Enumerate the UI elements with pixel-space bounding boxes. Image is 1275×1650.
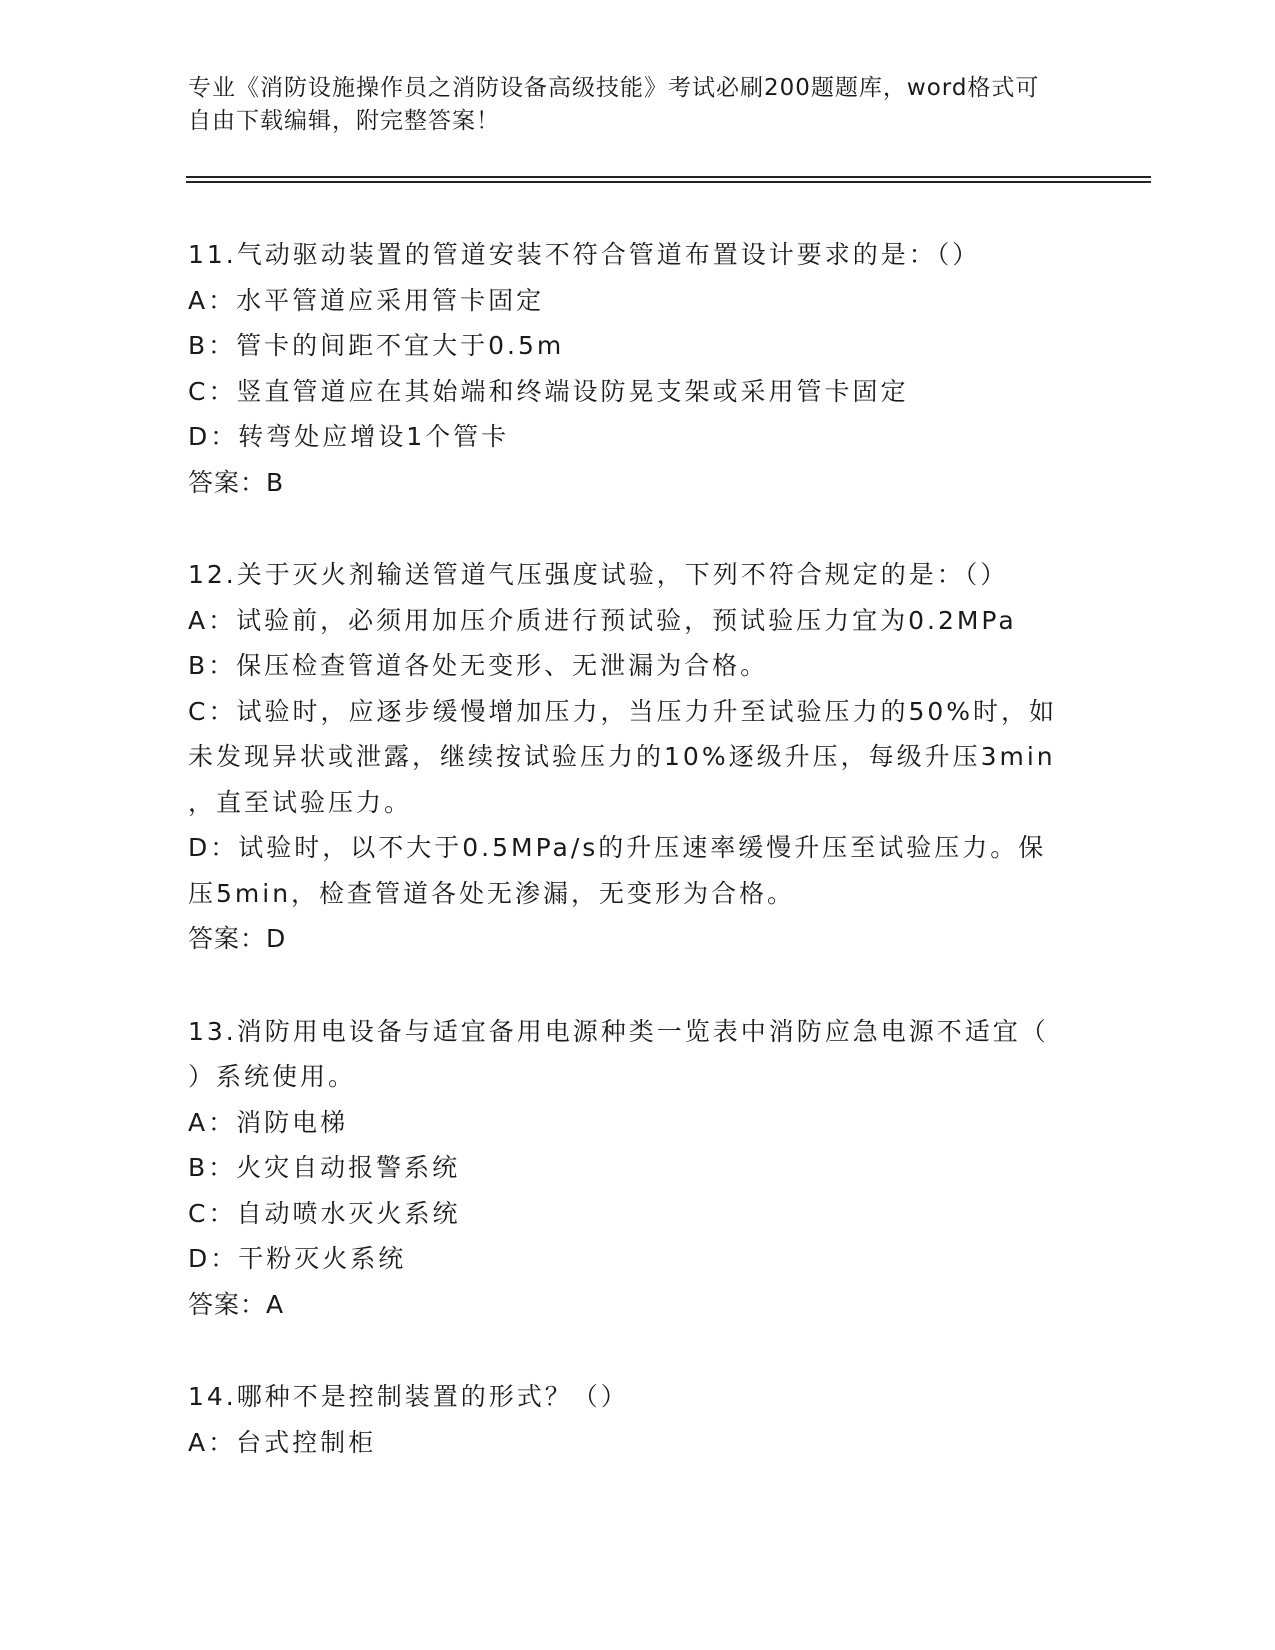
question-12	[188, 552, 1068, 962]
question-11	[188, 232, 1068, 505]
question-text-line-1: 13.消防用电设备与适宜备用电源种类一览表中消防应急电源不适宜（	[188, 1016, 1049, 1046]
option-b: B：保压检查管道各处无变形、无泄漏为合格。	[188, 651, 769, 680]
option-c-line-2: 未发现异状或泄露，继续按试验压力的10%逐级升压，每级升压3min	[188, 742, 1056, 771]
option-a: A：试验前，必须用加压介质进行预试验，预试验压力宜为0.2MPa	[188, 605, 1017, 635]
option-c: C：自动喷水灭火系统	[188, 1198, 461, 1228]
option-b: B：管卡的间距不宜大于0.5m	[188, 331, 565, 360]
question-13	[188, 1009, 1068, 1328]
question-text-line-2: ）系统使用。	[188, 1062, 357, 1091]
question-text: 11.气动驱动装置的管道安装不符合管道布置设计要求的是：（）	[188, 240, 981, 269]
question-list	[188, 232, 1068, 1512]
header-rule-bottom	[186, 181, 1151, 183]
option-d: D：干粉灭火系统	[188, 1244, 407, 1273]
option-c-line-1: C：试验时，应逐步缓慢增加压力，当压力升至试验压力的50%时，如	[188, 696, 1058, 726]
header-line-2: 自由下载编辑，附完整答案！	[188, 108, 500, 134]
option-b: B：火灾自动报警系统	[188, 1153, 461, 1182]
answer: 答案：B	[188, 467, 285, 497]
option-d: D：转弯处应增设1个管卡	[188, 422, 510, 451]
option-a: A：台式控制柜	[188, 1427, 377, 1457]
option-c: C：竖直管道应在其始端和终端设防晃支架或采用管卡固定	[188, 376, 909, 406]
option-c-line-3: ，直至试验压力。	[188, 787, 413, 817]
option-d	[188, 825, 1068, 916]
header-line-1: 专业《消防设施操作员之消防设备高级技能》考试必刷200题题库，word格式可	[188, 75, 1040, 101]
document-header	[188, 72, 1088, 138]
question-14	[188, 1374, 1068, 1465]
answer: 答案：A	[188, 1289, 285, 1319]
option-d-line-1: D：试验时，以不大于0.5MPa/s的升压速率缓慢升压至试验压力。保	[188, 833, 1047, 862]
option-c	[188, 689, 1068, 826]
option-a: A：消防电梯	[188, 1107, 349, 1137]
option-d-line-2: 压5min，检查管道各处无渗漏，无变形为合格。	[188, 878, 796, 908]
question-text: 14.哪种不是控制装置的形式？（）	[188, 1382, 629, 1411]
header-rule-top	[186, 176, 1151, 178]
option-a: A：水平管道应采用管卡固定	[188, 285, 545, 315]
question-text: 12.关于灭火剂输送管道气压强度试验，下列不符合规定的是：（）	[188, 560, 1009, 589]
answer: 答案：D	[188, 924, 287, 953]
